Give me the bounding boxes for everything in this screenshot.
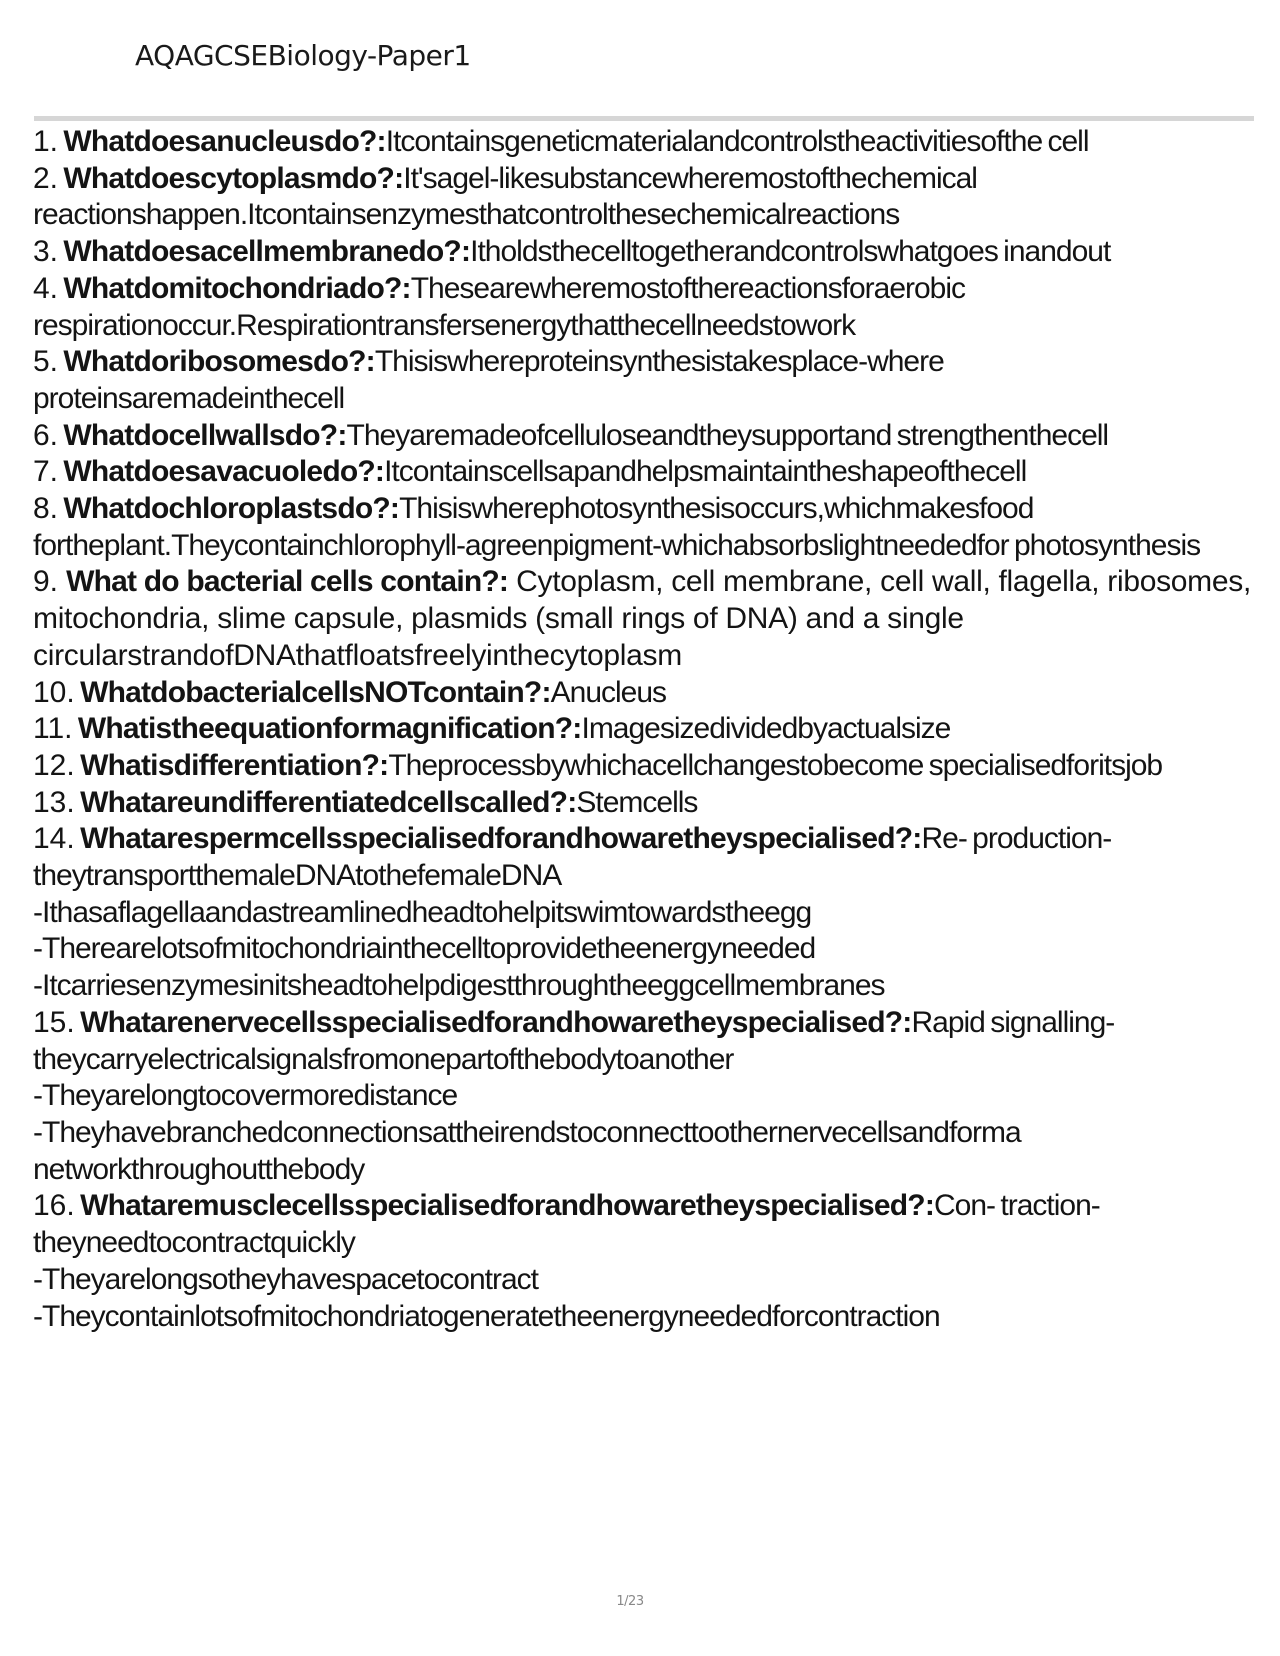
item-number: 7. [33,455,59,489]
list-item [33,821,1255,894]
item-detail-line: -Theyhavebranchedconnectionsattheirendstoconnecttoothernervecellsandforma networkthroughoutthebody [33,1115,1021,1186]
list-item [33,785,1255,822]
list-item [33,564,1255,674]
item-detail-line: -Theyarelongtocovermoredistance [33,1079,458,1113]
item-answer: Theprocessbywhichacellchangestobecome specialisedforitsjob [388,748,1163,782]
item-answer: Con- traction-theyneedtocontractquickly [33,1189,1100,1260]
list-item [33,1005,1255,1078]
item-question: Whatisdifferentiation?: [80,748,389,782]
page-number: 1/23 [616,1594,644,1609]
item-question: Whatdomitochondriado?: [63,271,411,305]
item-question: Whatdoesanucleusdo?: [63,125,386,158]
list-item [33,124,1255,161]
list-item [33,675,1255,712]
item-question: Whataremusclecellsspecialisedforandhowaretheyspecialised?: [80,1189,935,1223]
item-answer: Re- production-theytransportthemaleDNAtothefemaleDNA [33,822,1112,893]
item-answer: Itcontainscellsapandhelpsmaintaintheshapeofthecell [384,455,1027,489]
item-detail-line: -Theycontainlotsofmitochondriatogeneratetheenergyneededforcontraction [33,1299,940,1333]
header-divider [34,116,1254,121]
item-number: 16. [33,1189,75,1223]
item-number: 4. [33,271,59,305]
item-answer: Stemcells [576,785,698,819]
item-detail-line: -Theyarelongsotheyhavespacetocontract [33,1262,538,1296]
item-detail-line: -Itcarriesenzymesinitsheadtohelpdigestthroughtheeggcellmembranes [33,969,885,1003]
list-item [33,491,1255,564]
item-answer: Imagesizedividedbyactualsize [581,712,951,746]
item-question: Whatdocellwallsdo?: [63,418,347,452]
list-item [33,418,1255,455]
item-answer: Cytoplasm, cell membrane, cell wall, flagella, ribosomes, mitochondria, slime capsule, plasmids (small rings of DNA) and a single circularstrandofDNAthatfloatsfreelyinthecytoplasm [33,565,1251,672]
item-answer: Thesearewheremostofthereactionsforaerobic respirationoccur.Respirationtransfersenergythatthecellneedstowork [33,271,966,342]
item-answer: Itcontainsgeneticmaterialandcontrolstheactivitiesofthe cell [385,125,1089,158]
item-number: 5. [33,345,59,379]
item-question: Whatarenervecellsspecialisedforandhowaretheyspecialised?: [80,1005,912,1039]
item-number: 3. [33,235,59,269]
list-item [33,161,1255,234]
item-number: 13. [33,785,75,819]
list-item [33,454,1255,491]
list-item [33,711,1255,748]
item-number: 6. [33,418,59,452]
item-answer: Anucleus [550,675,667,709]
item-question: Whatareundifferentiatedcellscalled?: [80,785,577,819]
item-number: 1. [33,125,59,158]
item-answer: Thisiswherephotosynthesisoccurs,whichmakesfood fortheplant.Theycontainchlorophyll-agreenpigment-whichabsorbslightneededfor photosynthesis [33,492,1201,562]
item-number: 15. [33,1005,75,1039]
list-item [33,271,1255,344]
item-question: Whatdochloroplastsdo?: [63,492,400,526]
item-detail-line: -Ithasaflagellaandastreamlinedheadtohelpitswimtowardstheegg [33,895,812,929]
item-answer: Itholdsthecelltogetherandcontrolswhatgoes inandout [470,235,1111,269]
item-question: Whatistheequationformagnification?: [77,712,582,746]
item-number: 2. [33,161,59,195]
item-number: 9. [33,565,59,599]
item-question: Whatarespermcellsspecialisedforandhowaretheyspecialised?: [80,822,922,856]
item-question: What do bacterial cells contain?: [66,565,509,599]
list-item [33,748,1255,785]
item-detail-line: -Therearelotsofmitochondriainthecelltoprovidetheenergyneeded [33,932,816,966]
item-answer: Rapid signalling-theycarryelectricalsignalsfromonepartofthebodytoanother [33,1005,1115,1076]
item-number: 11. [33,712,73,746]
list-item [33,234,1255,271]
item-question: Whatdoesavacuoledo?: [63,455,385,489]
document-title: AQAGCSEBiology-Paper1 [135,39,471,72]
item-question: Whatdoesacellmembranedo?: [63,235,471,269]
item-question: Whatdoribosomesdo?: [63,345,375,379]
list-item [33,1188,1255,1261]
item-number: 8. [33,492,59,526]
list-item [33,344,1255,417]
item-question: Whatdoescytoplasmdo?: [63,161,404,195]
item-number: 14. [33,822,75,856]
item-answer: It'sagel-likesubstancewheremostofthechemical reactionshappen.Itcontainsenzymesthatcontrolthesechemicalreactions [33,161,977,232]
item-number: 10. [33,675,75,709]
item-answer: Thisiswhereproteinsynthesistakesplace-where proteinsaremadeinthecell [33,345,944,415]
item-answer: Theyaremadeofcelluloseandtheysupportand strengthenthecell [346,418,1109,452]
item-question: WhatdobacterialcellsNOTcontain?: [80,675,551,709]
question-list [33,124,1255,1335]
item-number: 12. [33,748,75,782]
